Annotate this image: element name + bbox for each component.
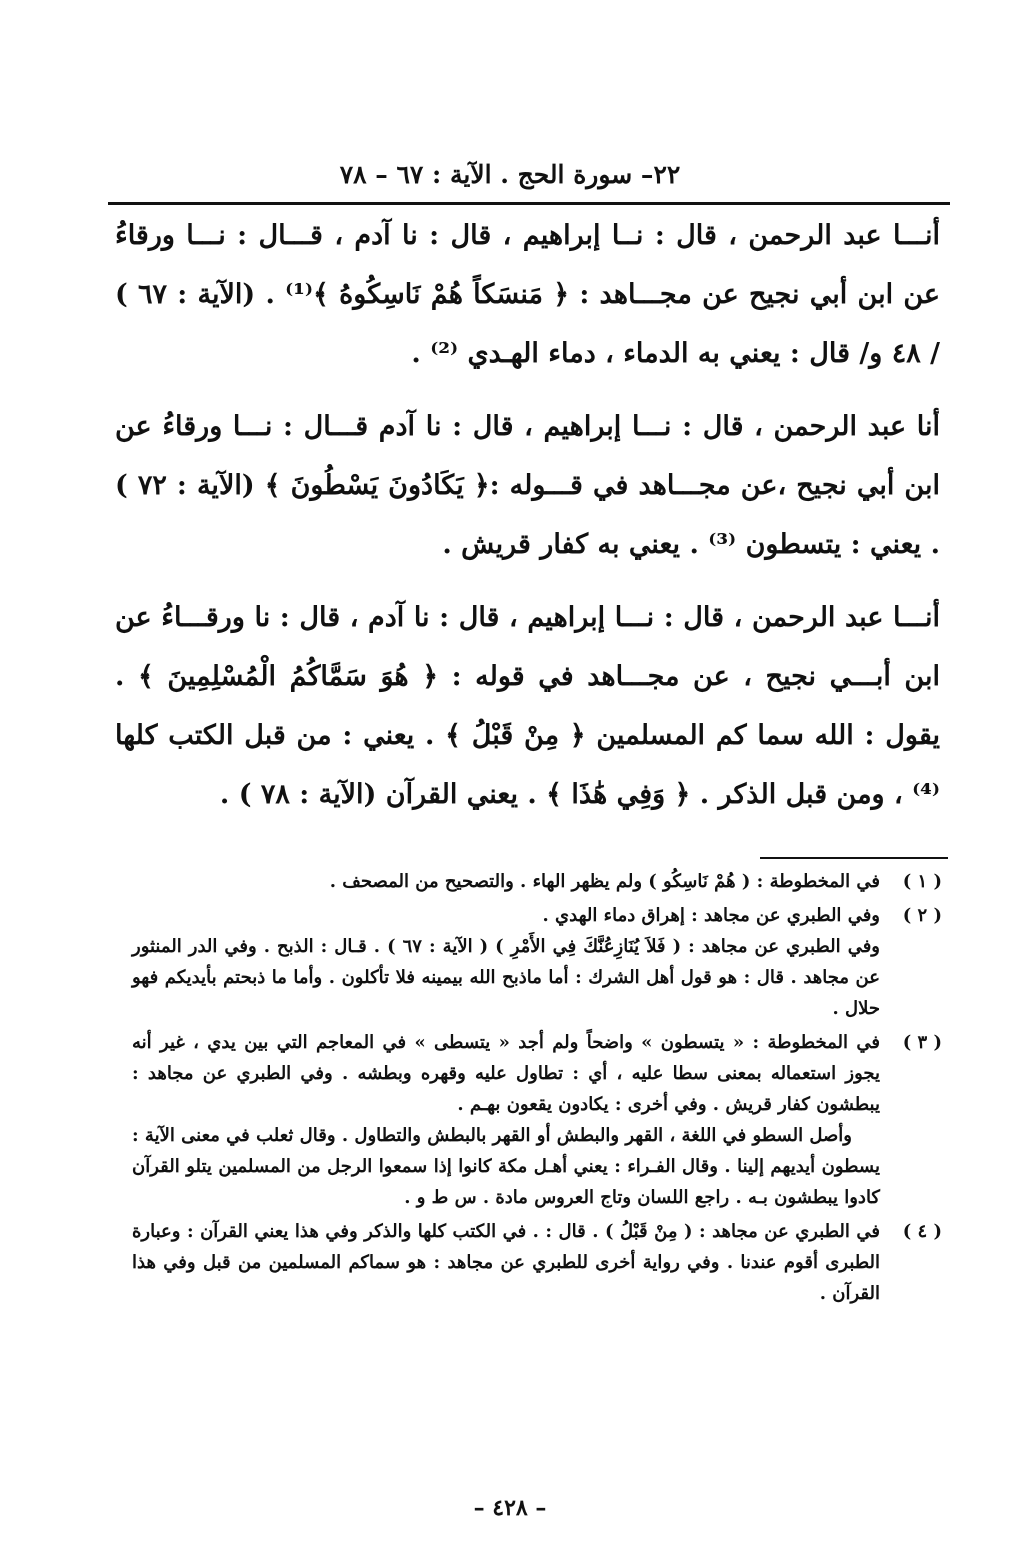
text-line: أنـــا عبد الرحمن ، قال : نـــا إبراهيم ، قال : نا آدم ، قال : نا [254,602,940,633]
paragraph-2 [115,397,940,574]
text-line: ورقـــاءُ عن ابن أبـــي نجيح ، عن مجـــاهد في قوله : ﴿ هُوَ سَمَّاكُمُ [115,602,941,692]
paragraph-1 [115,206,940,383]
footnote-text: في المخطوطة : « يتسطون » واضحاً ولم أجد « يتسطى » في المعاجم التي بين يدي ، غير أنه يجوز استعماله بمعنى سطا عليه ، أي : تطاول عليه وقهره وبطشه . وفي الطبري عن مجاهد : يبطشون كفار قريش . وفي أخرى : يكادون يقعون بهـم . [132,1032,880,1115]
text-line: الْمُسْلِمِينَ ﴾ . يقول : الله سما كم المسلمين ﴿ مِنْ قَبْلُ ﴾ . يعني : من قبل [115,661,940,751]
page-number: – ٤٢٨ – [473,1495,547,1521]
text-line: (الآية : ٧٨ ) . [219,779,377,810]
text-line: أنـــا عبد الرحمن ، قال : نــا إبراهيم ، قال : نا آدم ، قـــال : نـــا [186,220,941,251]
footnote-4 [132,1216,942,1309]
header-divider [108,202,950,205]
running-header: ٢٢– سورة الحج . الآية : ٦٧ – ٧٨ [339,160,681,189]
footnote-text: وفي الطبري عن مجاهد : إهراق دماء الهدي . [542,905,880,926]
text-line: (الآية : ٧٢ ) . يعني : يتسطون ⁽³⁾ . يعني به كفار قريش . [115,470,940,560]
footnote-text: في المخطوطة : ( هُمْ نَاسِكُو ) ولم يظهر الهاء . والتصحيح من المصحف . [329,871,880,892]
footnote-3 [132,1027,942,1213]
footnote-number: ( ٣ ) [902,1032,942,1053]
footnote-1 [132,866,942,897]
text-line: (الآية : ٦٧ ) / ٤٨ و/ قال : يعني به الدماء ، دماء الهـدي ⁽²⁾ . [115,279,940,369]
footnote-text: في الطبري عن مجاهد : ( مِنْ قَبْلُ ) . قال : . في الكتب كلها والذكر وفي هذا يعني القرآن : وعبارة الطبرى أقوم عندنا . وفي رواية أخرى للطبري عن مجاهد : هو سماكم المسلمين من قبل وفي هذا القرآن . [132,1221,880,1304]
text-line: ورقاءُ عن ابن أبي نجيح عن مجـــاهد : ﴿ مَنسَكاً هُمْ نَاسِكُوهُ ﴾⁽¹⁾ . [115,220,941,310]
footnote-body [132,1216,880,1309]
footnote-2 [132,900,942,1024]
text-line: ورقاءُ عن ابن أبي نجيح ،عن مجـــاهد في قـــوله :﴿ يَكَادُونَ يَسْطُونَ ﴾ [115,411,940,501]
text-line: أنا عبد الرحمن ، قال : نـــا إبراهيم ، قال : نا آدم قـــال : نـــا [232,411,940,442]
footnote-text: وفي الطبري عن مجاهد : ( فَلاَ يُنَازِعُنَّكَ فِي الأَمْرِ ) ( الآية : ٦٧ ) . قـال : الذبح . وفي الدر المنثور عن مجاهد . قال : هو قول أهل الشرك : أما ماذبح الله بيمينه فلا تأكلون . وأما ما ذبحتم بأيديكم فهو حلال . [132,936,880,1019]
main-text [115,206,940,824]
footnote-text: وأصل السطو في اللغة ، القهر والبطش أو القهر بالبطش والتطاول . وقال ثعلب في معنى الآية : يسطون أيديهم إلينا . وقال الفـراء : يعني أهـل مكة كانوا إذا سمعوا الرجل من المسلمين يتلو القرآن كادوا يبطشون بـه . راجع اللسان وتاج العروس مادة . س ط و . [132,1125,880,1208]
text-line: الكتب كلها ⁽⁴⁾ ، ومن قبل الذكر . ﴿ وَفِي هَٰذَا ﴾ . يعني القرآن [115,720,940,810]
footnote-number: ( ٤ ) [902,1221,942,1242]
footnotes [132,866,942,1312]
footnote-body [132,900,880,1024]
footnote-number: ( ١ ) [902,871,942,892]
footnote-body [132,866,880,897]
footnote-divider [760,857,948,859]
paragraph-3 [115,588,940,824]
footnote-body [132,1027,880,1213]
footnote-number: ( ٢ ) [902,905,942,926]
